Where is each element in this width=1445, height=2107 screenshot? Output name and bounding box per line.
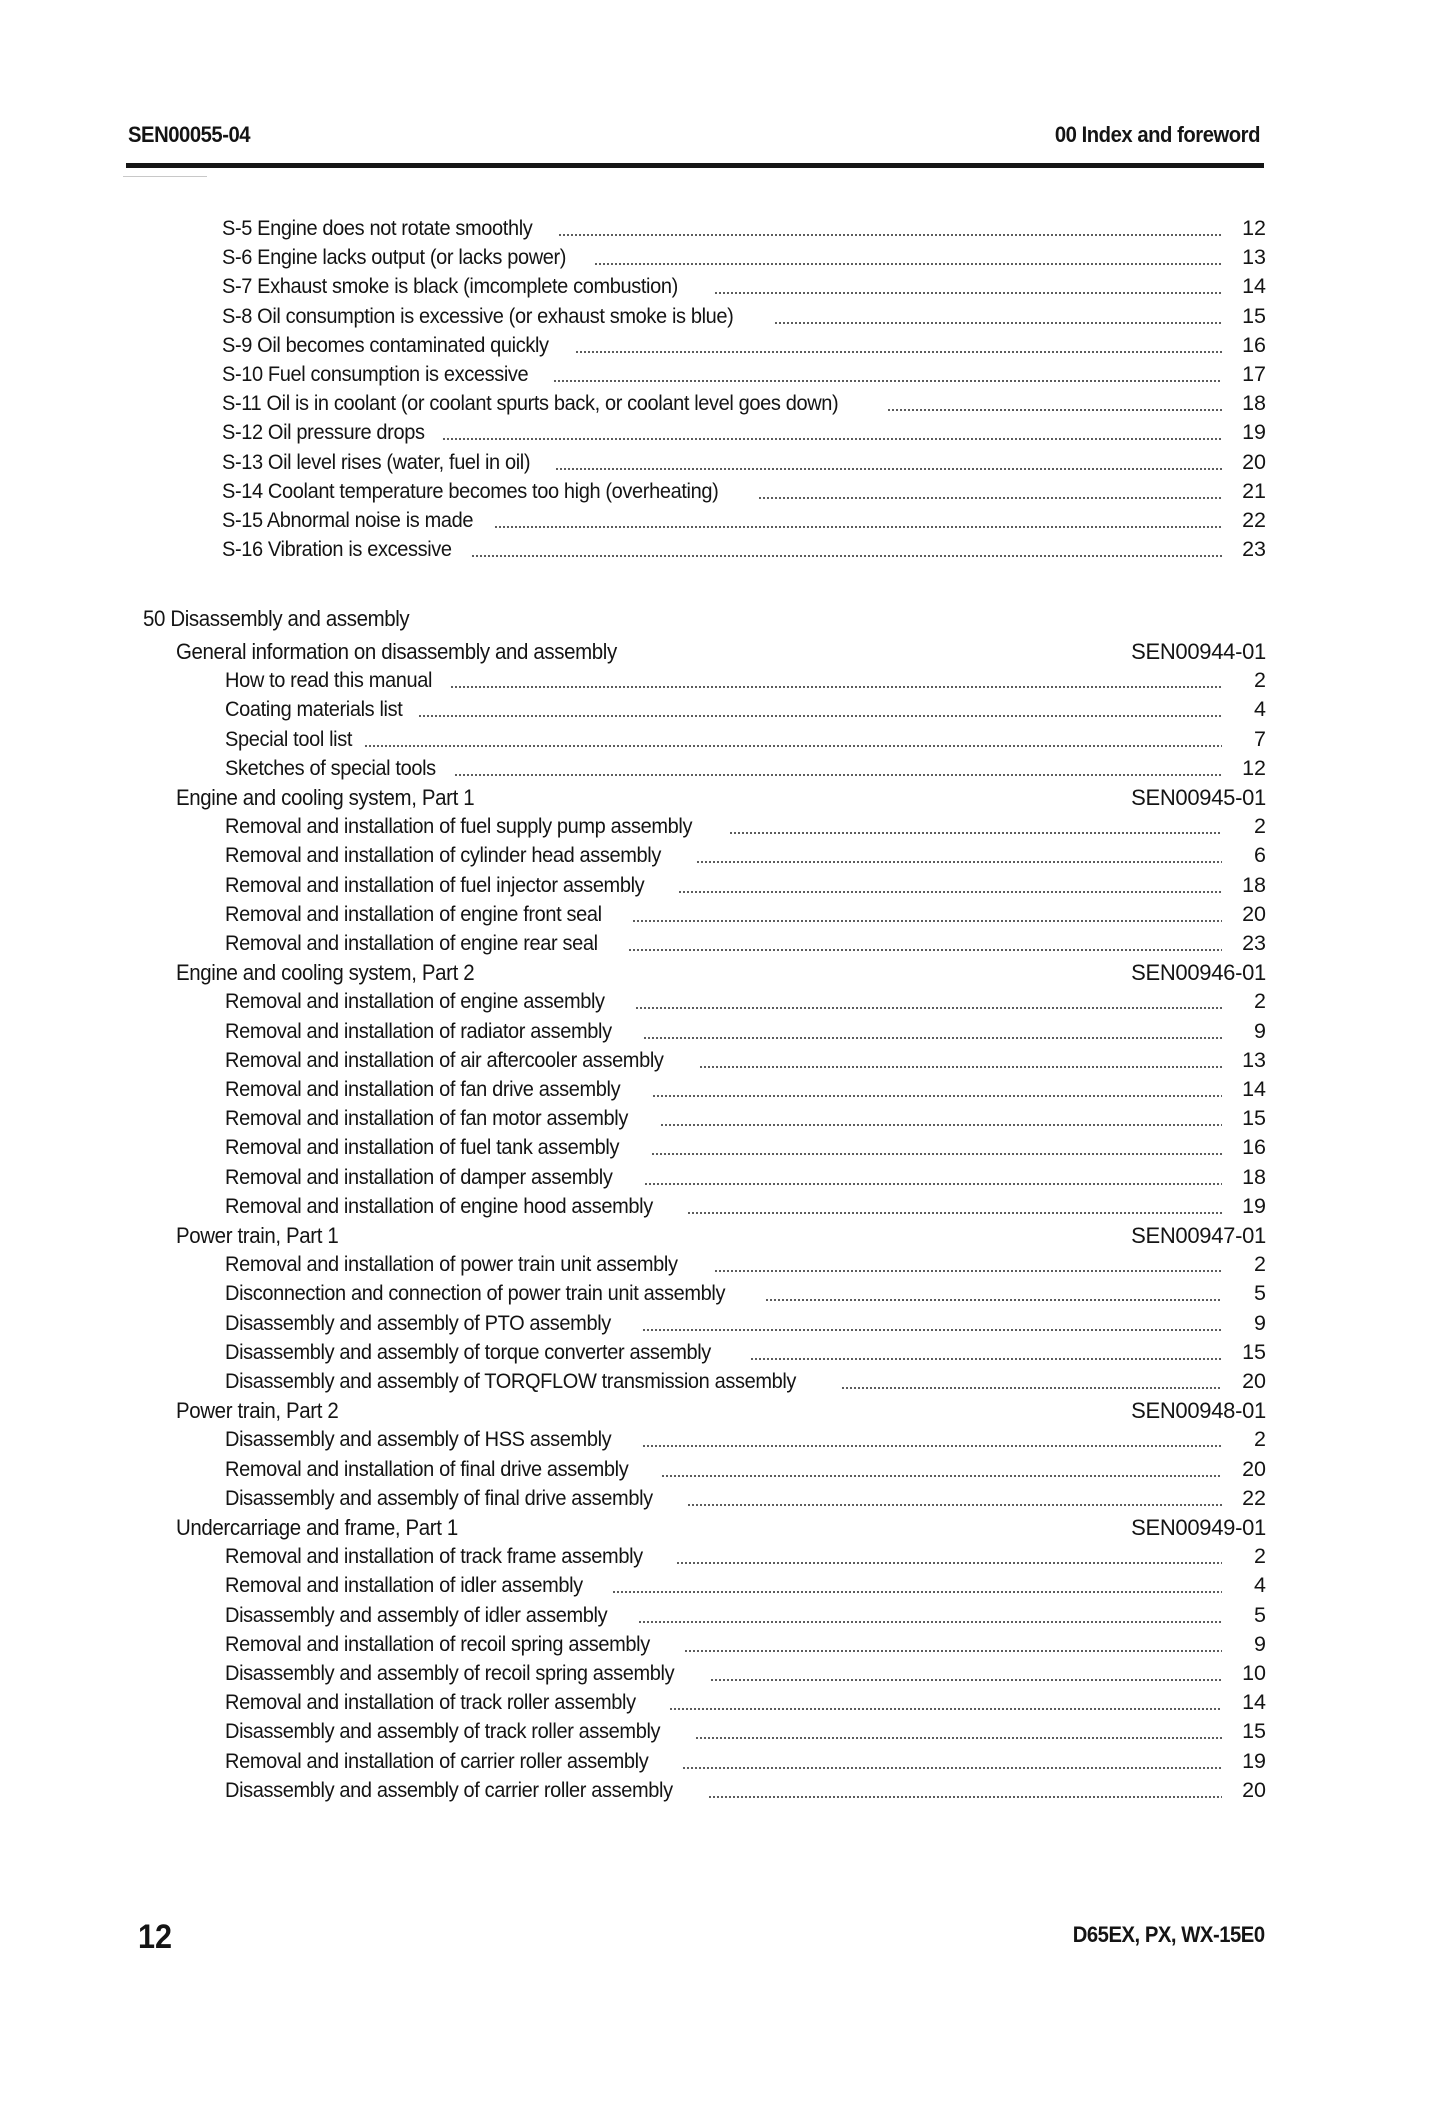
toc-entry-page: 7 [1254,726,1266,751]
toc-entry-label: Removal and installation of damper assembly [225,1164,613,1189]
toc-entry-label: Removal and installation of track frame assembly [225,1544,643,1569]
section-heading: 50 Disassembly and assembly [143,606,410,631]
toc-entry-label: Removal and installation of fuel tank assembly [225,1135,620,1160]
toc-entry-label: Removal and installation of engine assembly [225,989,605,1014]
toc-entry-label: Removal and installation of fuel supply pump assembly [225,814,693,839]
toc-entry-page: 20 [1242,1369,1266,1393]
toc-entry-label: S-9 Oil becomes contaminated quickly [222,332,549,357]
dot-leader [678,889,1222,895]
group-document-code: SEN00945-01 [1131,785,1266,810]
dot-leader [750,1356,1222,1362]
toc-entry[interactable] [225,1778,1266,1807]
section-title: 00 Index and foreword [1054,122,1260,147]
toc-entry-page: 18 [1242,391,1266,416]
toc-entry-page: 5 [1254,1602,1266,1627]
toc-entry-page: 9 [1254,1310,1266,1335]
toc-entry-label: S-13 Oil level rises (water, fuel in oil) [222,449,531,474]
toc-entry-page: 4 [1254,697,1266,722]
toc-entry-label: Disconnection and connection of power train unit assembly [225,1281,726,1306]
toc-entry-label: Special tool list [225,726,353,751]
toc-entry-label: Disassembly and assembly of final drive assembly [225,1485,653,1510]
toc-entry[interactable] [225,1573,1266,1602]
toc-entry-label: Removal and installation of power train unit assembly [225,1252,678,1277]
group-document-code: SEN00946-01 [1131,960,1266,986]
dot-leader [558,232,1222,238]
header-rule [126,163,1264,168]
toc-entry[interactable] [225,1340,1266,1369]
toc-entry-page: 10 [1242,1661,1266,1685]
dot-leader [651,1151,1222,1157]
toc-entry-page: 2 [1254,1427,1266,1452]
toc-entry[interactable] [225,1427,1266,1456]
toc-entry[interactable] [225,727,1266,756]
model-designation: D65EX, PX, WX-15E0 [1073,1922,1265,1947]
toc-entry-page: 12 [1242,216,1266,240]
toc-entry[interactable] [222,274,1266,303]
toc-entry-page: 23 [1242,537,1266,562]
toc-entry-page: 19 [1242,420,1266,445]
dot-leader [652,1093,1222,1099]
toc-entry-page: 2 [1254,989,1266,1014]
toc-entry-page: 4 [1254,1573,1266,1598]
toc-entry[interactable] [225,1544,1266,1573]
toc-entry-label: Removal and installation of air aftercooler assembly [225,1047,664,1072]
dot-leader [887,407,1222,413]
header-subrule [123,176,207,177]
toc-entry-page: 14 [1242,1690,1266,1715]
toc-entry[interactable] [225,1281,1266,1310]
dot-leader [695,1735,1222,1741]
toc-entry-label: Removal and installation of fan motor assembly [225,1106,628,1131]
dot-leader [418,713,1222,719]
group-title: Engine and cooling system, Part 2 [176,960,475,986]
toc-entry-label: S-6 Engine lacks output (or lacks power) [222,245,567,270]
toc-entry[interactable] [225,1194,1266,1223]
toc-entry-page: 23 [1242,931,1266,955]
toc-entry-label: Removal and installation of cylinder head assembly [225,843,661,868]
group-title: Power train, Part 2 [176,1398,339,1424]
toc-group-heading[interactable] [176,1398,1266,1424]
toc-entry-label: Coating materials list [225,697,403,722]
dot-leader [765,1297,1222,1303]
toc-entry[interactable] [225,1048,1266,1077]
dot-leader [699,1064,1222,1070]
toc-entry-label: S-5 Engine does not rotate smoothly [222,216,533,240]
dot-leader [632,918,1222,924]
dot-leader [364,743,1222,749]
toc-entry-page: 22 [1242,508,1266,532]
toc-entry-label: Removal and installation of engine front seal [225,901,602,926]
toc-entry-page: 20 [1242,1456,1266,1481]
toc-entry[interactable] [225,1252,1266,1281]
toc-entry[interactable] [225,1632,1266,1661]
toc-entry[interactable] [225,1661,1266,1690]
toc-entry-page: 19 [1242,1748,1266,1773]
toc-entry-page: 2 [1254,668,1266,693]
toc-entry[interactable] [222,450,1266,479]
toc-entry[interactable] [222,420,1266,449]
toc-entry-label: Removal and installation of track roller assembly [225,1690,636,1715]
dot-leader [494,524,1222,530]
toc-entry-label: S-12 Oil pressure drops [222,420,425,445]
dot-leader [450,684,1222,690]
group-title: Power train, Part 1 [176,1223,339,1248]
toc-entry-label: Removal and installation of recoil spring assembly [225,1631,650,1656]
toc-group-heading[interactable] [176,960,1266,986]
dot-leader [696,859,1222,865]
toc-entry-page: 2 [1254,1252,1266,1277]
toc-entry-label: S-14 Coolant temperature becomes too high (overheating) [222,478,719,503]
group-document-code: SEN00948-01 [1131,1398,1266,1424]
toc-entry-label: Disassembly and assembly of idler assembly [225,1602,608,1627]
toc-entry[interactable] [222,479,1266,508]
toc-entry[interactable] [225,697,1266,726]
group-title: General information on disassembly and assembly [176,639,617,664]
toc-entry[interactable] [222,508,1266,537]
dot-leader [471,553,1222,559]
toc-entry[interactable] [225,1135,1266,1164]
toc-entry[interactable] [225,756,1266,785]
toc-entry-page: 14 [1242,1077,1266,1101]
toc-entry[interactable] [225,1311,1266,1340]
toc-entry[interactable] [222,245,1266,274]
toc-entry[interactable] [225,1106,1266,1135]
toc-entry-page: 2 [1254,1544,1266,1569]
toc-entry[interactable] [225,1369,1266,1398]
toc-entry-page: 12 [1242,755,1266,780]
page-number: 12 [138,1918,173,1956]
toc-entry-page: 16 [1242,1135,1266,1160]
dot-leader [644,1181,1222,1187]
toc-entry-label: Removal and installation of radiator assembly [225,1018,612,1043]
toc-entry-page: 18 [1242,1164,1266,1189]
toc-entry-page: 18 [1242,872,1266,897]
toc-entry[interactable] [225,931,1266,960]
dot-leader [635,1005,1222,1011]
toc-entry[interactable] [225,668,1266,697]
toc-entry-page: 9 [1254,1018,1266,1043]
toc-entry-page: 2 [1254,814,1266,839]
dot-leader [454,772,1222,778]
toc-entry-page: 5 [1254,1281,1266,1306]
group-title: Engine and cooling system, Part 1 [176,785,475,810]
dot-leader [708,1794,1222,1800]
toc-entry-page: 6 [1254,843,1266,868]
toc-entry-label: Removal and installation of idler assembly [225,1573,583,1598]
toc-entry-page: 19 [1242,1193,1266,1218]
dot-leader [642,1327,1222,1333]
dot-leader [682,1765,1222,1771]
toc-entry[interactable] [222,216,1266,245]
toc-entry[interactable] [222,391,1266,420]
toc-entry-page: 15 [1242,1106,1266,1131]
toc-entry-label: Removal and installation of engine rear seal [225,931,598,955]
toc-entry[interactable] [225,902,1266,931]
dot-leader [758,495,1222,501]
toc-entry[interactable] [225,1719,1266,1748]
toc-entry[interactable] [222,333,1266,362]
toc-entry[interactable] [222,304,1266,333]
toc-entry-label: Removal and installation of carrier roller assembly [225,1748,649,1773]
toc-entry-page: 13 [1242,245,1266,270]
toc-entry-label: S-10 Fuel consumption is excessive [222,362,529,386]
toc-entry-label: Removal and installation of fuel injector assembly [225,872,645,897]
toc-entry-label: Disassembly and assembly of torque converter assembly [225,1339,711,1364]
dot-leader [710,1677,1222,1683]
dot-leader [661,1473,1222,1479]
dot-leader [687,1502,1222,1508]
toc-entry[interactable] [225,1486,1266,1515]
toc-entry[interactable] [225,1749,1266,1778]
toc-entry-page: 15 [1242,1719,1266,1744]
group-document-code: SEN00949-01 [1131,1515,1266,1540]
dot-leader [442,436,1222,442]
dot-leader [684,1648,1222,1654]
toc-entry-page: 14 [1242,274,1266,299]
dot-leader [642,1443,1222,1449]
dot-leader [643,1035,1222,1041]
toc-entry-page: 21 [1242,478,1266,503]
toc-entry-label: Disassembly and assembly of recoil spring assembly [225,1661,675,1685]
group-document-code: SEN00944-01 [1131,639,1266,664]
toc-entry[interactable] [225,873,1266,902]
toc-entry-label: S-16 Vibration is excessive [222,537,452,562]
toc-entry-label: Disassembly and assembly of PTO assembly [225,1310,611,1335]
dot-leader [729,830,1222,836]
dot-leader [687,1210,1222,1216]
dot-leader [575,349,1222,355]
toc-entry[interactable] [225,1603,1266,1632]
toc-entry-label: Disassembly and assembly of TORQFLOW transmission assembly [225,1369,797,1393]
toc-entry-page: 16 [1242,332,1266,357]
toc-entry-page: 22 [1242,1485,1266,1510]
dot-leader [638,1619,1222,1625]
toc-entry-page: 15 [1242,1339,1266,1364]
toc-entry[interactable] [225,1077,1266,1106]
dot-leader [660,1122,1222,1128]
dot-leader [669,1706,1222,1712]
toc-entry-label: S-11 Oil is in coolant (or coolant spurts back, or coolant level goes down) [222,391,839,416]
toc-entry[interactable] [222,537,1266,566]
toc-entry-label: Removal and installation of engine hood assembly [225,1193,653,1218]
dot-leader [628,947,1222,953]
toc-entry[interactable] [225,1019,1266,1048]
toc-entry-label: How to read this manual [225,668,433,693]
dot-leader [555,466,1222,472]
dot-leader [774,320,1222,326]
document-code: SEN00055-04 [128,122,251,147]
toc-entry-page: 20 [1242,901,1266,926]
toc-group-heading[interactable] [176,785,1266,811]
toc-entry-label: Disassembly and assembly of HSS assembly [225,1427,612,1452]
dot-leader [841,1385,1222,1391]
toc-entry-label: S-7 Exhaust smoke is black (imcomplete combustion) [222,274,678,299]
toc-entry-label: Disassembly and assembly of track roller assembly [225,1719,661,1744]
toc-entry[interactable] [225,1690,1266,1719]
toc-entry-page: 20 [1242,449,1266,474]
toc-entry-label: S-8 Oil consumption is excessive (or exhaust smoke is blue) [222,303,734,328]
group-title: Undercarriage and frame, Part 1 [176,1515,458,1540]
toc-entry[interactable] [225,989,1266,1018]
toc-entry-page: 20 [1242,1777,1266,1802]
toc-group-heading[interactable] [176,1515,1266,1541]
dot-leader [714,290,1222,296]
toc-entry-page: 9 [1254,1631,1266,1656]
toc-entry[interactable] [225,814,1266,843]
toc-entry-label: Removal and installation of final drive assembly [225,1456,629,1481]
toc-entry-label: Sketches of special tools [225,755,436,780]
dot-leader [594,261,1222,267]
dot-leader [676,1560,1222,1566]
toc-entry[interactable] [225,843,1266,872]
toc-entry[interactable] [225,1457,1266,1486]
dot-leader [612,1589,1222,1595]
toc-group-heading[interactable] [176,639,1266,665]
toc-entry[interactable] [222,362,1266,391]
toc-entry-label: S-15 Abnormal noise is made [222,508,474,532]
toc-entry-label: Disassembly and assembly of carrier roller assembly [225,1777,673,1802]
group-document-code: SEN00947-01 [1131,1223,1266,1248]
toc-entry-page: 13 [1242,1047,1266,1072]
toc-entry-label: Removal and installation of fan drive assembly [225,1077,621,1101]
dot-leader [553,378,1222,384]
toc-entry[interactable] [225,1165,1266,1194]
toc-group-heading[interactable] [176,1223,1266,1249]
toc-entry-page: 17 [1242,362,1266,386]
toc-entry-page: 15 [1242,303,1266,328]
dot-leader [714,1268,1222,1274]
